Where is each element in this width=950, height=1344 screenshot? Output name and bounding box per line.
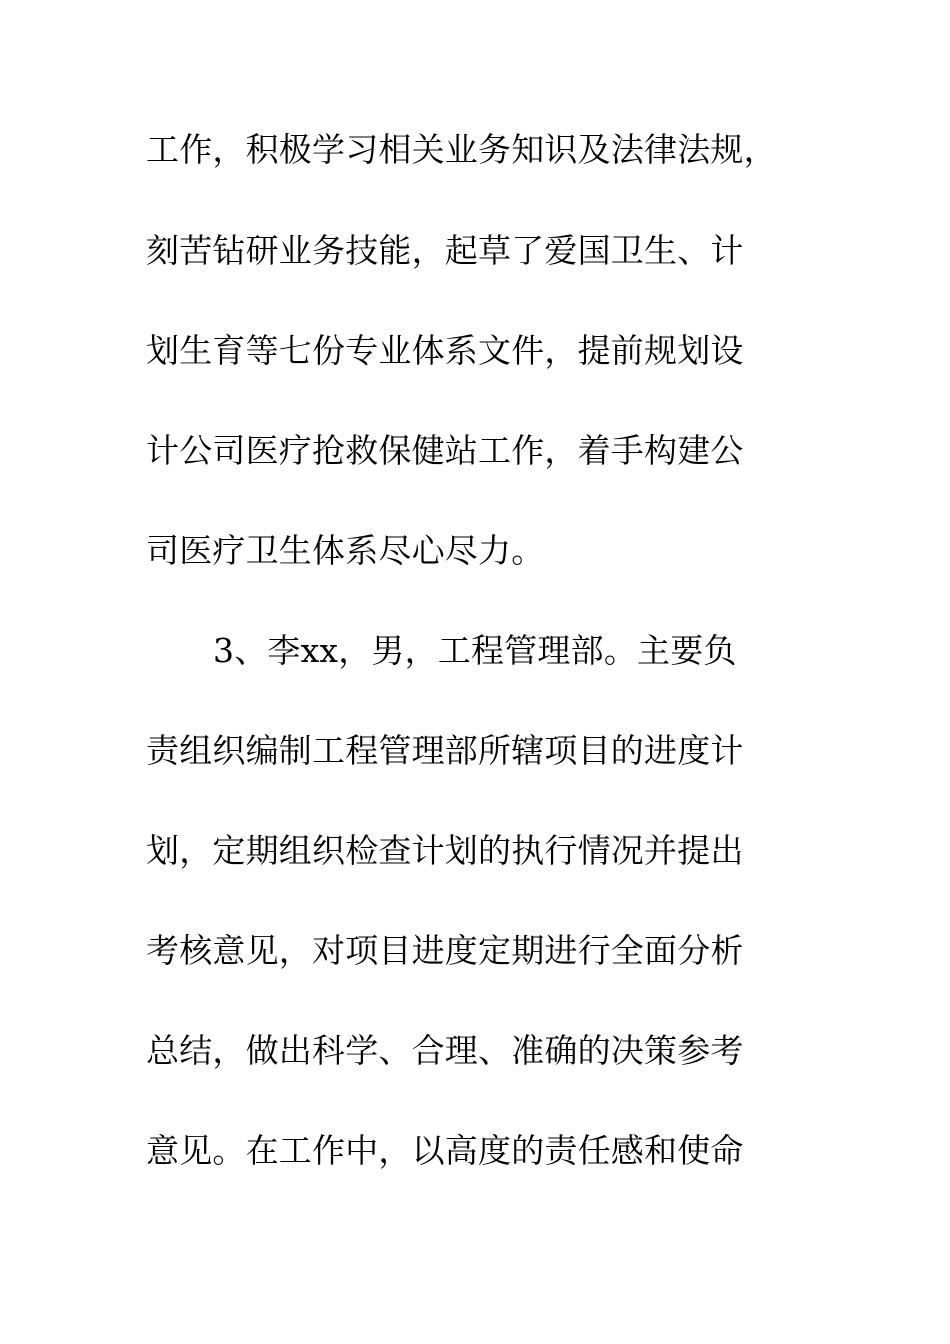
text-line: 刻苦钻研业务技能，起草了爱国卫生、计	[146, 231, 744, 270]
text-line: 责组织编制工程管理部所辖项目的进度计	[146, 731, 744, 770]
text-line: 意见。在工作中，以高度的责任感和使命	[146, 1131, 744, 1170]
text-line: 总结，做出科学、合理、准确的决策参考	[146, 1031, 744, 1070]
text-line: 工作，积极学习相关业务知识及法律法规，	[146, 130, 777, 169]
text-line: 3、李xx，男，工程管理部。主要负	[213, 631, 737, 670]
text-line: 划生育等七份专业体系文件，提前规划设	[146, 331, 744, 370]
text-line: 考核意见，对项目进度定期进行全面分析	[146, 931, 744, 970]
text-line: 划，定期组织检查计划的执行情况并提出	[146, 831, 744, 870]
text-line: 司医疗卫生体系尽心尽力。	[146, 531, 545, 570]
text-line: 计公司医疗抢救保健站工作，着手构建公	[146, 431, 744, 470]
